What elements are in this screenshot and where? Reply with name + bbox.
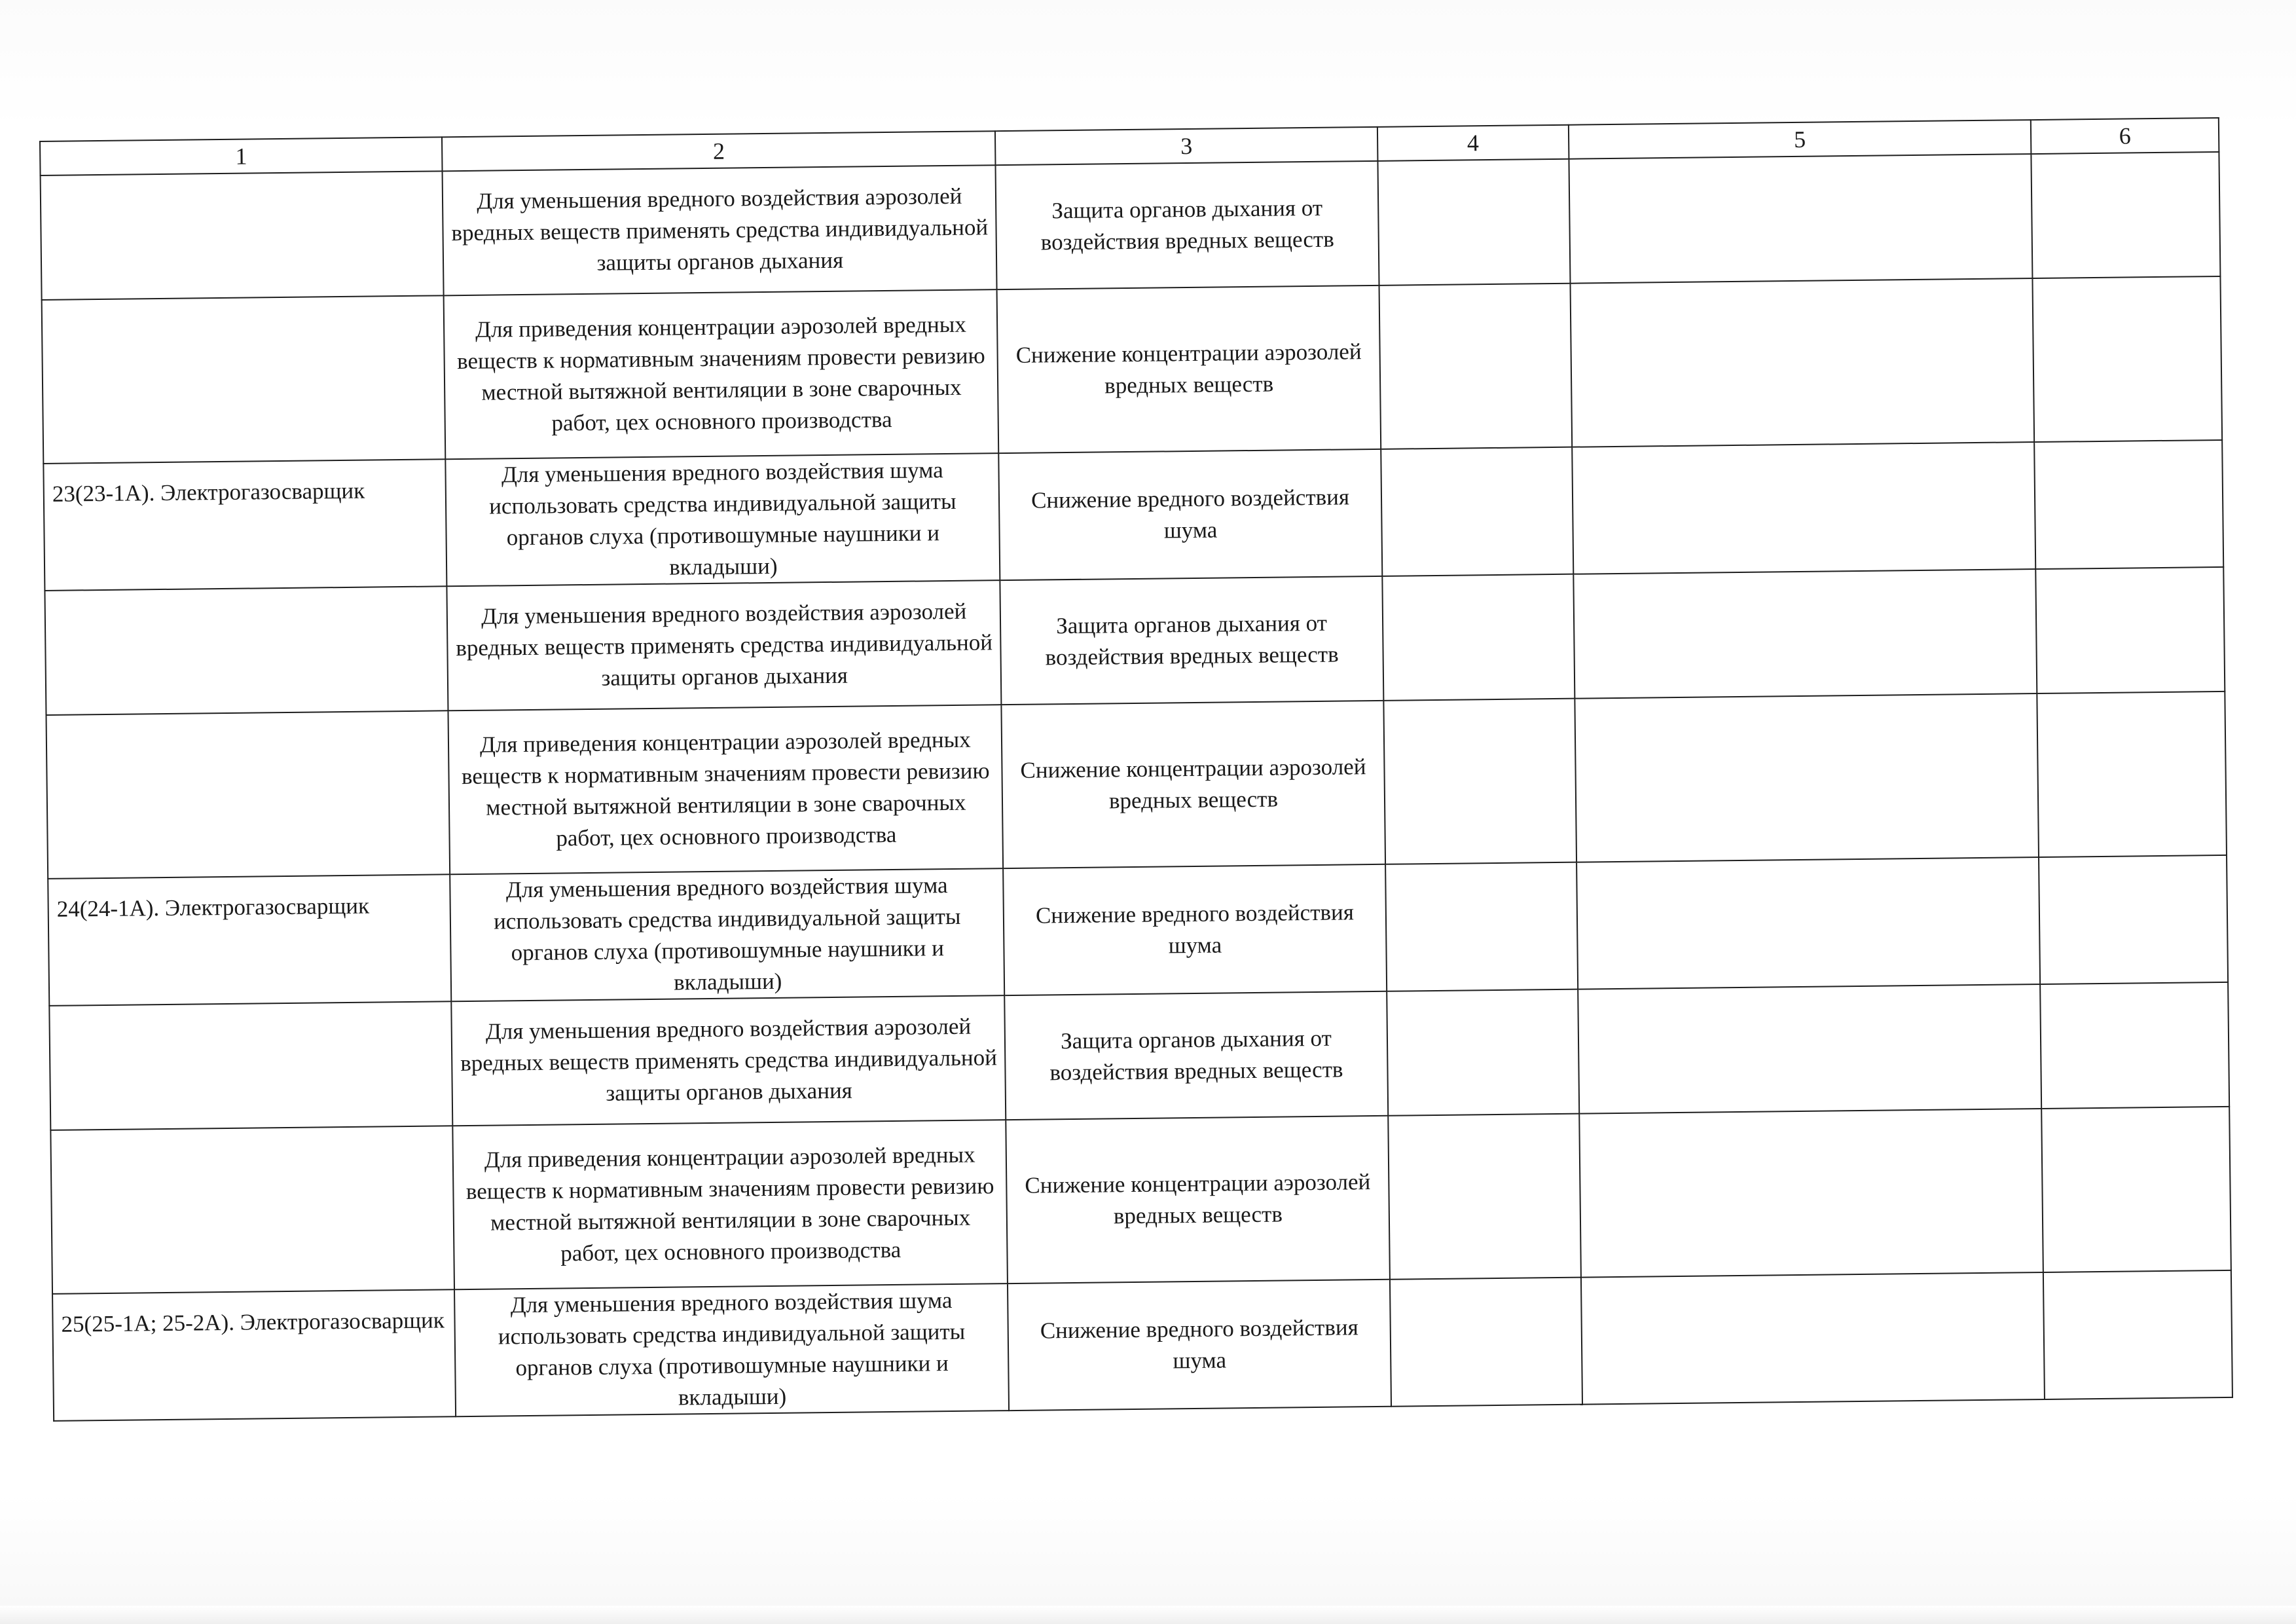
col5-cell [1573,569,2037,699]
measure-cell: Для уменьшения вредного воздействия шума использовать средства индивидуальной защиты органов слуха (противошумные наушники и вкладыши) [454,1283,1009,1416]
job-cell [42,295,446,464]
col5-cell [1581,1272,2045,1405]
goal-cell: Защита органов дыхания от воздействия вредных веществ [1004,991,1388,1120]
measure-cell: Для приведения концентрации аэрозолей вредных веществ к нормативным значениям провести ревизию местной вытяжной вентиляции в зоне сварочных работ, цех основного производства [448,705,1003,874]
header-col-6: 6 [2031,118,2219,154]
measure-cell: Для приведения концентрации аэрозолей вредных веществ к нормативным значениям провести ревизию местной вытяжной вентиляции в зоне сварочных работ, цех основного производства [453,1120,1008,1289]
measure-cell: Для уменьшения вредного воздействия аэрозолей вредных веществ применять средства индивидуальной защиты органов дыхания [443,165,997,295]
measure-cell: Для уменьшения вредного воздействия аэрозолей вредных веществ применять средства индивидуальной защиты органов дыхания [452,995,1006,1126]
col4-cell [1377,159,1570,286]
goal-cell: Снижение вредного воздействия шума [1008,1280,1391,1411]
job-cell [45,586,448,715]
col6-cell [2034,440,2223,569]
col5-cell [1576,857,2041,989]
job-cell [41,171,444,300]
table-row [42,276,2223,464]
col6-cell [2041,1107,2231,1272]
goal-cell: Защита органов дыхания от воздействия вредных веществ [1000,576,1384,705]
col6-cell [2032,152,2221,278]
col6-cell [2043,1270,2232,1399]
goal-cell: Снижение концентрации аэрозолей вредных веществ [1002,701,1385,868]
header-col-2: 2 [442,131,995,171]
measure-cell: Для приведения концентрации аэрозолей вредных веществ к нормативным значениям провести ревизию местной вытяжной вентиляции в зоне сварочных работ, цех основного производства [444,289,998,459]
table-row [41,152,2221,300]
job-cell [49,1001,452,1130]
col4-cell [1390,1278,1582,1407]
goal-cell: Защита органов дыхания от воздействия вредных веществ [996,161,1379,289]
col4-cell [1383,699,1576,864]
col6-cell [2039,855,2228,984]
measure-cell: Для уменьшения вредного воздействия аэрозолей вредных веществ применять средства индивидуальной защиты органов дыхания [447,580,1002,710]
col5-cell [1579,1109,2043,1278]
goal-cell: Снижение вредного воздействия шума [1003,864,1387,995]
measure-cell: Для уменьшения вредного воздействия шума использовать средства индивидуальной защиты органов слуха (противошумные наушники и вкладыши) [450,868,1005,1001]
col4-cell [1385,862,1578,991]
goal-cell: Снижение концентрации аэрозолей вредных веществ [997,286,1381,453]
goal-cell: Снижение концентрации аэрозолей вредных веществ [1006,1116,1389,1283]
table-row [48,855,2228,1006]
measure-cell: Для уменьшения вредного воздействия шума использовать средства индивидуальной защиты органов слуха (противошумные наушники и вкладыши) [446,453,1000,586]
table-row [49,982,2229,1130]
measures-table [39,117,2233,1422]
col4-cell [1388,1114,1581,1280]
col6-cell [2035,567,2225,693]
col4-cell [1387,989,1579,1116]
job-cell: 24(24-1А). Электрогазосварщик [48,874,451,1006]
col6-cell [2033,276,2222,442]
col6-cell [2037,692,2227,857]
col4-cell [1382,574,1575,701]
job-cell [50,1126,454,1294]
table-row [52,1270,2232,1421]
header-col-1: 1 [40,137,443,175]
col6-cell [2040,982,2229,1109]
table-row [45,567,2225,715]
header-col-5: 5 [1569,120,2032,159]
table-row [50,1107,2231,1294]
table-body [41,152,2232,1421]
col5-cell [1572,442,2036,574]
scan-bottom-edge [0,1606,2296,1624]
col5-cell [1578,984,2042,1114]
col5-cell [1569,154,2033,284]
col5-cell [1575,693,2039,862]
job-cell [46,710,450,879]
job-cell: 23(23-1А). Электрогазосварщик [43,459,446,591]
table-row [46,692,2227,879]
table-row [43,440,2223,591]
goal-cell: Снижение вредного воздействия шума [998,449,1382,580]
job-cell: 25(25-1А; 25-2А). Электрогазосварщик [52,1289,456,1421]
col4-cell [1381,447,1573,576]
col5-cell [1570,278,2034,447]
header-col-4: 4 [1377,125,1569,161]
col4-cell [1379,284,1572,449]
header-col-3: 3 [995,127,1377,165]
